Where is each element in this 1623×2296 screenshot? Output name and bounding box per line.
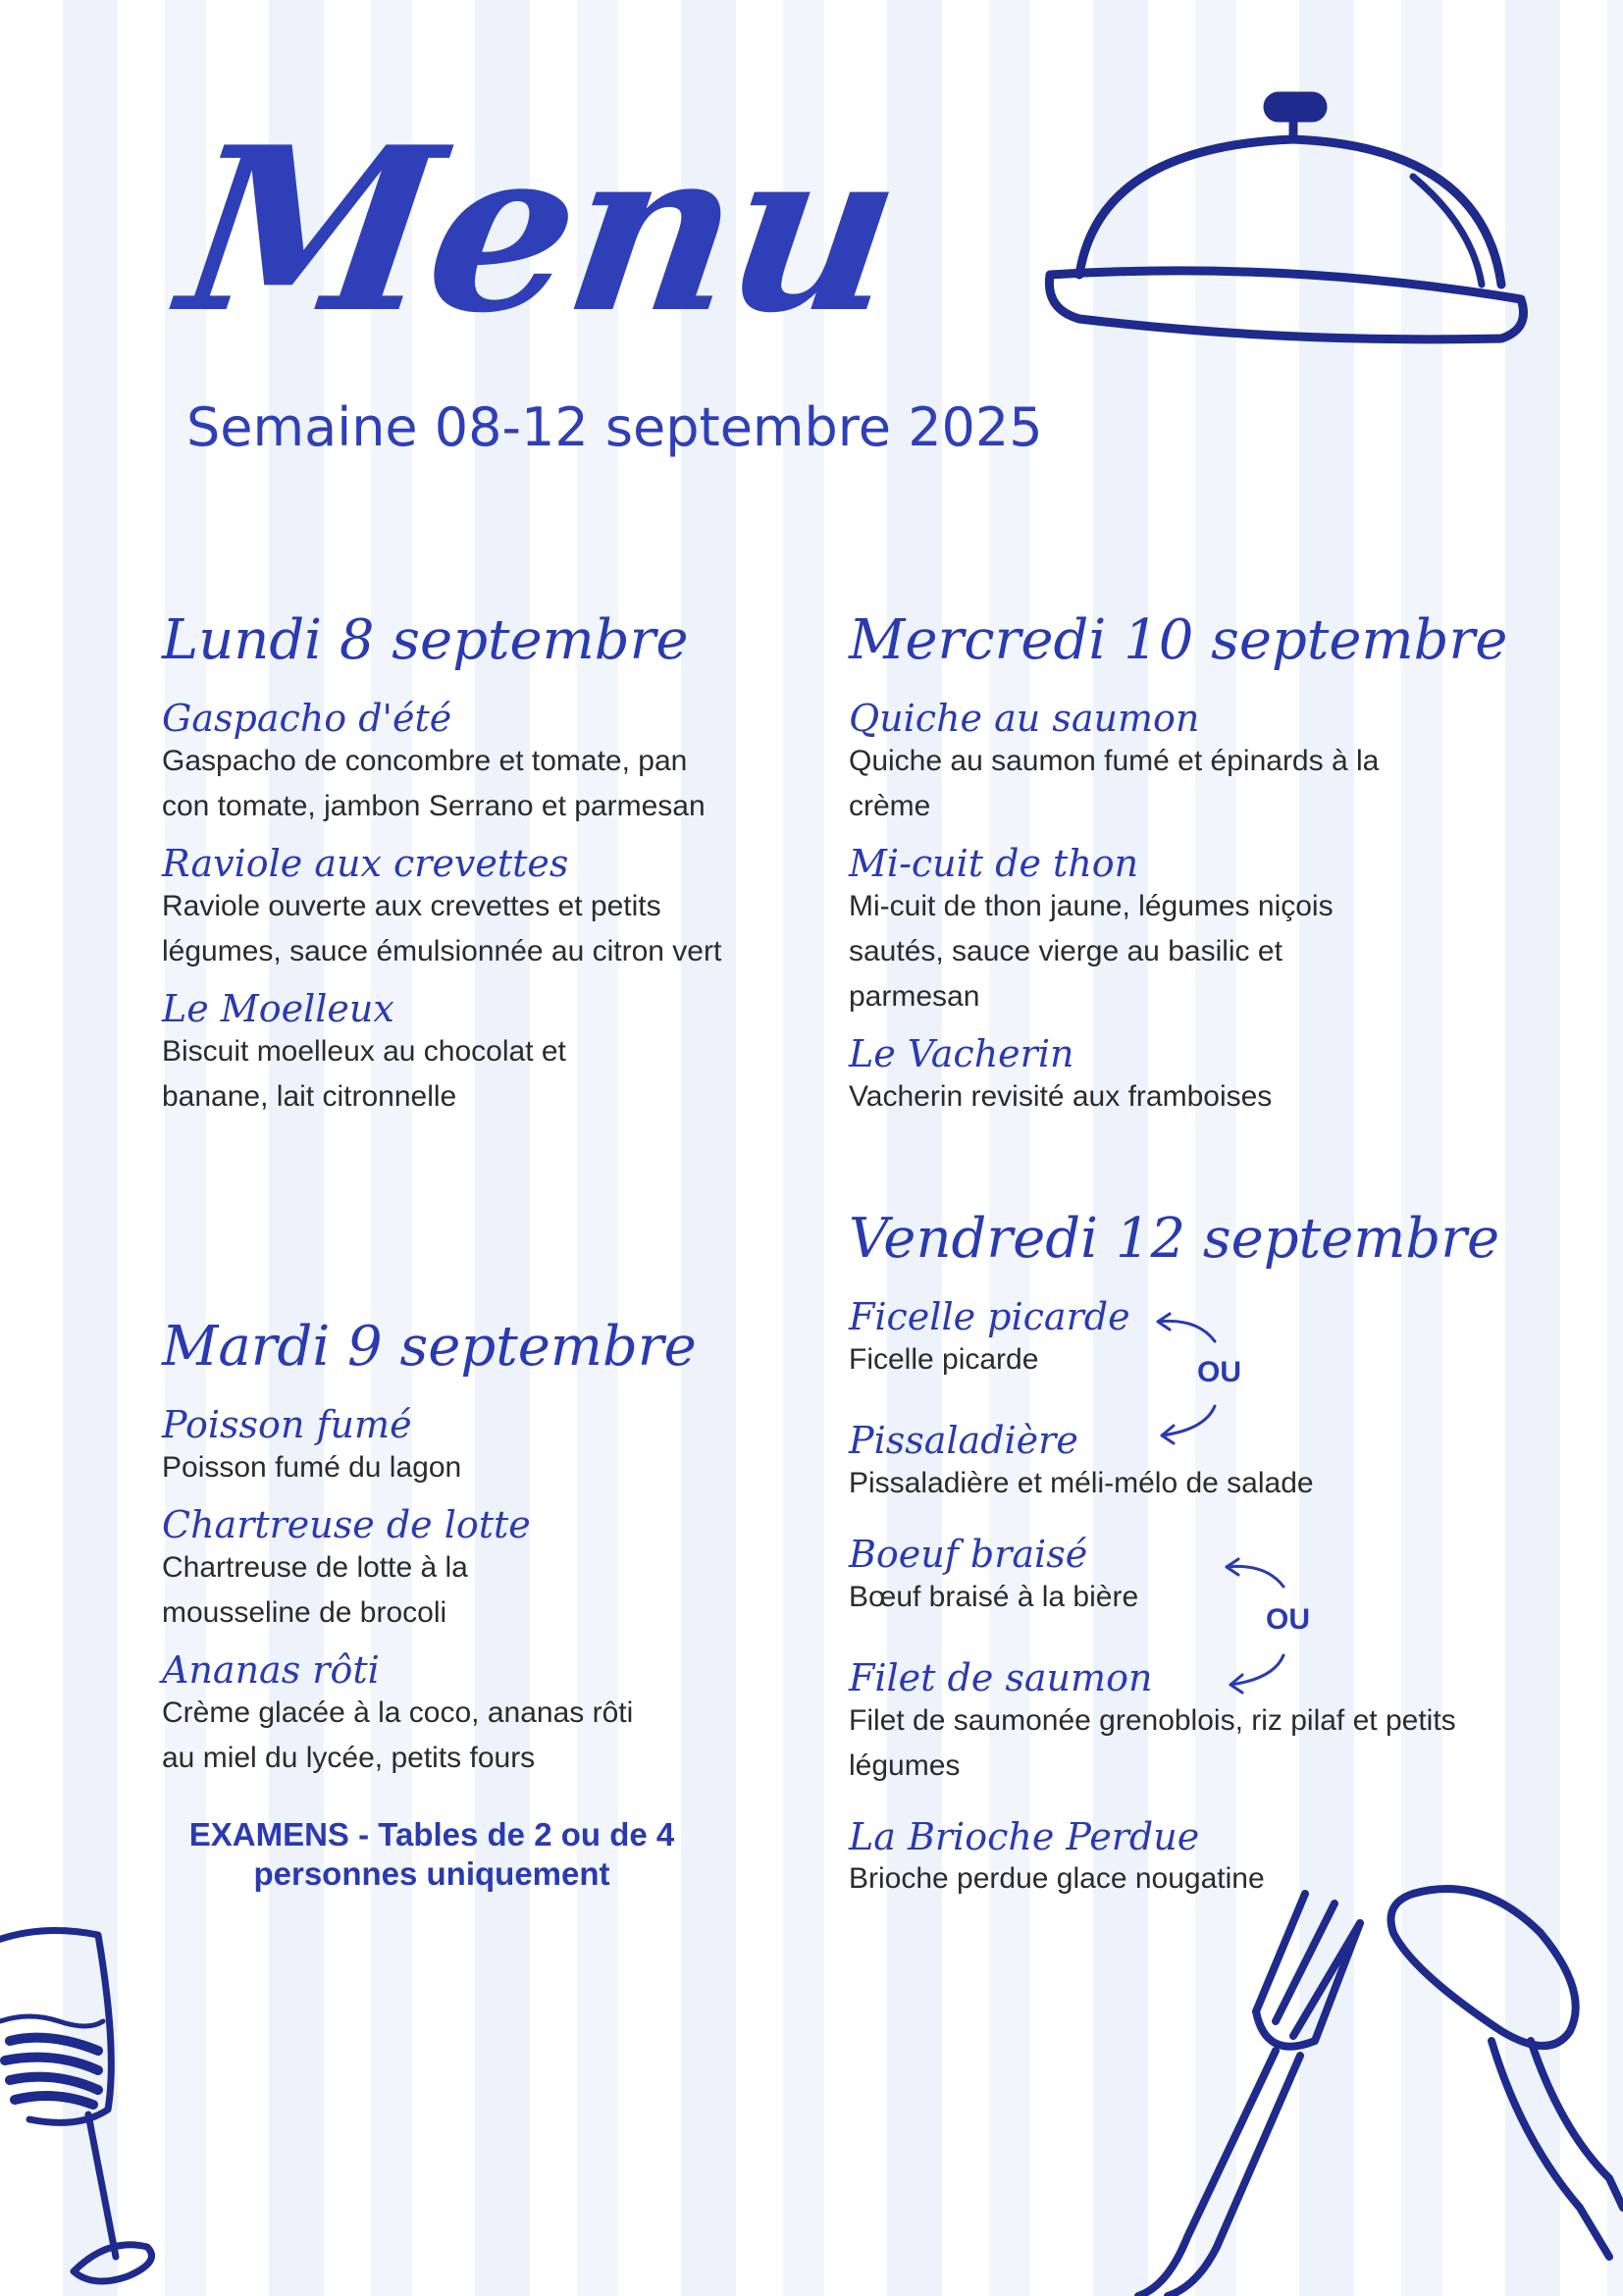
day-title: Vendredi 12 septembre	[849, 1207, 1500, 1271]
fork-icon	[1128, 1894, 1374, 2296]
dish-description: Raviole ouverte aux crevettes et petits légumes, sauce émulsionnée au citron vert	[162, 889, 722, 967]
page-title: Menu	[168, 98, 912, 363]
dish	[162, 1502, 790, 1636]
curved-arrow-icon	[1217, 1555, 1295, 1697]
dish	[849, 1655, 1536, 1789]
dish-name: Raviole aux crevettes	[162, 841, 569, 885]
dish	[162, 986, 790, 1120]
spoon-icon	[1354, 1884, 1623, 2296]
day-title: Mercredi 10 septembre	[849, 608, 1508, 672]
dish-description: Gaspacho de concombre et tomate, pan con tomate, jambon Serrano et parmesan	[162, 744, 706, 822]
dish-name: Quiche au saumon	[849, 697, 1200, 740]
dish-description: Vacherin revisité aux framboises	[849, 1079, 1273, 1113]
dish-description: Bœuf braisé à la bière	[849, 1580, 1139, 1613]
cloche-icon	[1040, 88, 1531, 383]
day-mercredi	[849, 608, 1508, 1135]
dish-description: Biscuit moelleux au chocolat et banane, lait citronnelle	[162, 1034, 566, 1113]
dish-description: Mi-cuit de thon jaune, légumes niçois sautés, sauce vierge au basilic et parmesan	[849, 889, 1334, 1013]
dish-name: Ficelle picarde	[849, 1295, 1130, 1338]
dish-description: Poisson fumé du lagon	[162, 1450, 462, 1484]
dish-name: Gaspacho d'été	[162, 697, 452, 740]
dish-name: Le Vacherin	[849, 1031, 1074, 1075]
dish-description: Filet de saumonée grenoblois, riz pilaf et petits légumes	[849, 1703, 1456, 1782]
dish	[162, 1647, 790, 1781]
exams-note: EXAMENS - Tables de 2 ou de 4 personnes uniquement	[188, 1816, 675, 1892]
day-mardi	[162, 1315, 790, 1797]
dish-name: Poisson fumé	[162, 1403, 412, 1446]
dish-name: Mi-cuit de thon	[849, 841, 1139, 885]
dish-name: Pissaladière	[849, 1418, 1078, 1462]
day-title: Lundi 8 septembre	[162, 608, 689, 672]
choice-label: OU	[1266, 1603, 1310, 1636]
dish-description: Quiche au saumon fumé et épinards à la crème	[849, 744, 1380, 822]
dish-description: Chartreuse de lotte à la mousseline de brocoli	[162, 1550, 468, 1629]
dish-name: Ananas rôti	[162, 1647, 380, 1692]
wine-glass-icon	[0, 1923, 167, 2296]
dish-name: Filet de saumon	[849, 1655, 1153, 1699]
dish-description: Pissaladière et méli-mélo de salade	[849, 1466, 1314, 1499]
dish-name: Le Moelleux	[162, 986, 394, 1030]
dish-description: Brioche perdue glace nougatine	[849, 1862, 1265, 1896]
dish	[849, 841, 1477, 1019]
dish-description: Ficelle picarde	[849, 1342, 1039, 1376]
dish	[162, 841, 790, 974]
dish	[162, 697, 790, 829]
choice-label: OU	[1197, 1356, 1241, 1388]
dish-name: Chartreuse de lotte	[162, 1502, 531, 1546]
dish-name: La Brioche Perdue	[849, 1814, 1200, 1858]
dish	[849, 697, 1477, 829]
day-lundi	[162, 608, 790, 1135]
dish-description: Crème glacée à la coco, ananas rôti au miel du lycée, petits fours	[162, 1696, 634, 1774]
dish	[849, 1031, 1477, 1120]
dish	[849, 1532, 1536, 1620]
day-title: Mardi 9 septembre	[162, 1315, 697, 1379]
curved-arrow-icon	[1148, 1310, 1227, 1447]
dish-name: Boeuf braisé	[849, 1532, 1088, 1576]
week-subtitle: Semaine 08-12 septembre 2025	[186, 396, 1043, 458]
dish	[162, 1403, 790, 1490]
